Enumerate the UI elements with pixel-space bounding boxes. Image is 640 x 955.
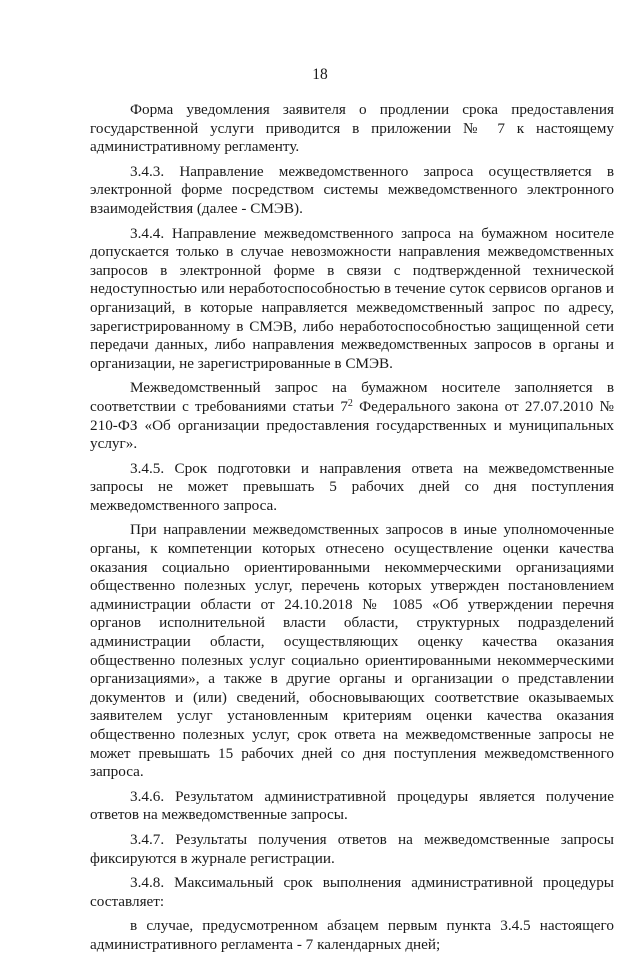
article-superscript: 2 bbox=[347, 397, 353, 409]
paragraph-case-first-abstract: в случае, предусмотренном абзацем первым пункта 3.4.5 настоящего административного регламента - 7 календарных дней; bbox=[90, 917, 614, 953]
paragraph-paper-request-text-start: Межведомственный запрос на бумажном носителе заполняется в соответствии с требованиями статьи 7 bbox=[90, 379, 614, 415]
paragraph-3-4-5: 3.4.5. Срок подготовки и направления ответа на межведомственные запросы не может превышать 5 рабочих дней со дня поступления межведомственного запроса. bbox=[90, 459, 614, 514]
paragraph-paper-request-text-end: Федерального закона от 27.07.2010 № 210-ФЗ «Об организации предоставления государственных и муниципальных услуг». bbox=[90, 397, 614, 453]
paragraph-3-4-3: 3.4.3. Направление межведомственного запроса осуществляется в электронной форме посредством системы межведомственного электронного взаимодействия (далее - СМЭВ). bbox=[90, 162, 614, 217]
paragraph-3-4-6: 3.4.6. Результатом административной процедуры является получение ответов на межведомственные запросы. bbox=[90, 787, 614, 824]
paragraph-notification-form: Форма уведомления заявителя о продлении срока предоставления государственной услуги приводится в приложении № 7 к настоящему административному регламенту. bbox=[90, 101, 614, 156]
document-body bbox=[90, 101, 614, 955]
paragraph-paper-request bbox=[90, 379, 614, 453]
paragraph-3-4-7: 3.4.7. Результаты получения ответов на межведомственные запросы фиксируются в журнале регистрации. bbox=[90, 830, 614, 867]
paragraph-3-4-8: 3.4.8. Максимальный срок выполнения административной процедуры составляет: bbox=[90, 874, 614, 910]
paragraph-other-authorities: При направлении межведомственных запросов в иные уполномоченные органы, к компетенции которых отнесено осуществление оценки качества оказания социально ориентированными некоммерческими организациями общественно полезных услуг, перечень которых утвержден постановлением администрации области от 24.10.2018 № 1085 «Об утверждении перечня органов исполнительной власти области, структурных подразделений администрации области, осуществляющих оценку качества оказания общественно полезных услуг социально ориентированными некоммерческими организациями», а также в другие органы и организации о представлении документов и (или) сведений, обосновывающих соответствие оказываемых заявителем услуг установленным критериям оценки качества оказания общественно полезных услуг, срок ответа на межведомственные запросы не может превышать 15 рабочих дней со дня поступления межведомственного запроса. bbox=[90, 521, 614, 781]
page-number: 18 bbox=[312, 66, 328, 83]
paragraph-3-4-4: 3.4.4. Направление межведомственного запроса на бумажном носителе допускается только в случае невозможности направления межведомственных запросов в электронной форме в связи с подтвержденной технической недоступностью или неработоспособностью в течение суток сервисов органов и организаций, в которые направляется межведомственный запрос по адресу, зарегистрированному в СМЭВ, либо неработоспособностью защищенной сети передачи данных, либо направления межведомственных запросов в органы и организации, не зарегистрированные в СМЭВ. bbox=[90, 224, 614, 372]
